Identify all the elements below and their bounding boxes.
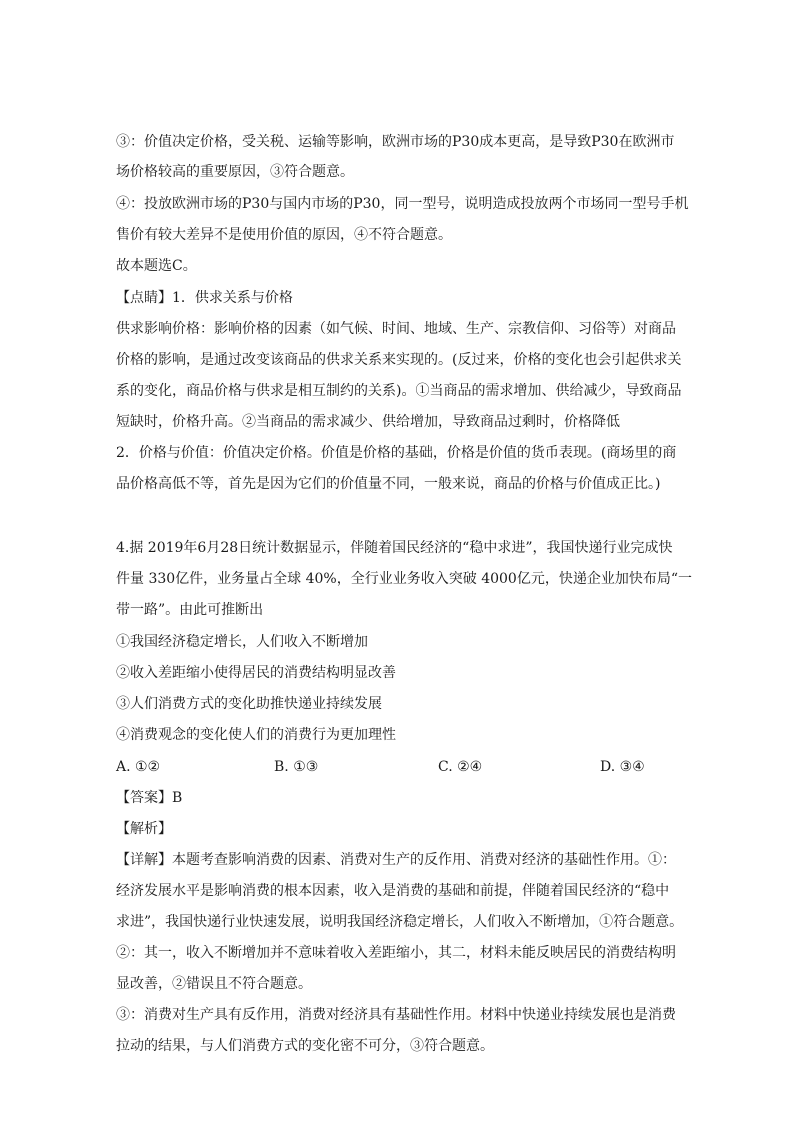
option-c: C. ②④ <box>438 759 483 775</box>
analysis-label: 【解析】 <box>116 821 172 837</box>
text-line: ③：价值决定价格，受关税、运输等影响，欧洲市场的P30成本更高，是导致P30在欧洲市 <box>116 134 675 150</box>
question-stem: 4.据 2019年6月28日统计数据显示，伴随着国民经济的“稳中求进”，我国快递行业完成快 <box>116 540 673 556</box>
text-line: ③：消费对生产具有反作用，消费对经济具有基础性作用。材料中快递业持续发展也是消费 <box>116 1007 676 1023</box>
section-heading: 【点睛】1．供求关系与价格 <box>116 290 293 306</box>
option-a: A. ①② <box>116 759 161 775</box>
text-line: 求进”，我国快递行业快速发展，说明我国经济稳定增长，人们收入不断增加，①符合题意。 <box>116 914 684 930</box>
text-line: 系的变化，商品价格与供求是相互制约的关系)。①当商品的需求增加、供给减少，导致商品 <box>116 383 682 399</box>
text-line: 2．价格与价值：价值决定价格。价值是价格的基础，价格是价值的货币表现。(商场里的商 <box>116 445 677 461</box>
question-stem: 带一路”。由此可推断出 <box>116 602 264 618</box>
text-line: 价格的影响，是通过改变该商品的供求关系来实现的。(反过来，价格的变化也会引起供求关 <box>116 352 682 368</box>
text-line: 售价有较大差异不是使用价值的原因，④不符合题意。 <box>116 227 452 243</box>
statement-item: ②收入差距缩小使得居民的消费结构明显改善 <box>116 665 396 681</box>
text-line: 品价格高低不等，首先是因为它们的价值量不同，一般来说，商品的价格与价值成正比。) <box>116 476 661 492</box>
text-line: 显改善，②错误且不符合题意。 <box>116 976 312 992</box>
text-line: 拉动的结果，与人们消费方式的变化密不可分，③符合题意。 <box>116 1038 494 1054</box>
statement-item: ④消费观念的变化使人们的消费行为更加理性 <box>116 727 396 743</box>
text-line: 短缺时，价格升高。②当商品的需求减少、供给增加，导致商品过剩时，价格降低 <box>116 414 620 430</box>
statement-item: ③人们消费方式的变化助推快递业持续发展 <box>116 696 382 712</box>
text-line: 故本题选C。 <box>116 258 197 274</box>
answer-options <box>116 757 696 777</box>
statement-item: ①我国经济稳定增长，人们收入不断增加 <box>116 634 368 650</box>
text-line: 供求影响价格：影响价格的因素（如气候、时间、地域、生产、宗教信仰、习俗等）对商品 <box>116 321 676 337</box>
text-line: 经济发展水平是影响消费的根本因素，收入是消费的基础和前提，伴随着国民经济的“稳中 <box>116 883 670 899</box>
answer-label: 【答案】B <box>116 790 183 806</box>
question-stem: 件量 330亿件，业务量占全球 40%，全行业业务收入突破 4000亿元，快递企业加快布局“一 <box>116 571 692 587</box>
text-line: 场价格较高的重要原因，③符合题意。 <box>116 164 354 180</box>
option-d: D. ③④ <box>600 759 645 775</box>
option-b: B. ①③ <box>274 759 319 775</box>
text-line: 【详解】本题考查影响消费的因素、消费对生产的反作用、消费对经济的基础性作用。①： <box>116 852 676 868</box>
text-line: ②：其一，收入不断增加并不意味着收入差距缩小，其二，材料未能反映居民的消费结构明 <box>116 945 676 961</box>
text-line: ④：投放欧洲市场的P30与国内市场的P30，同一型号，说明造成投放两个市场同一型号手机 <box>116 196 689 212</box>
